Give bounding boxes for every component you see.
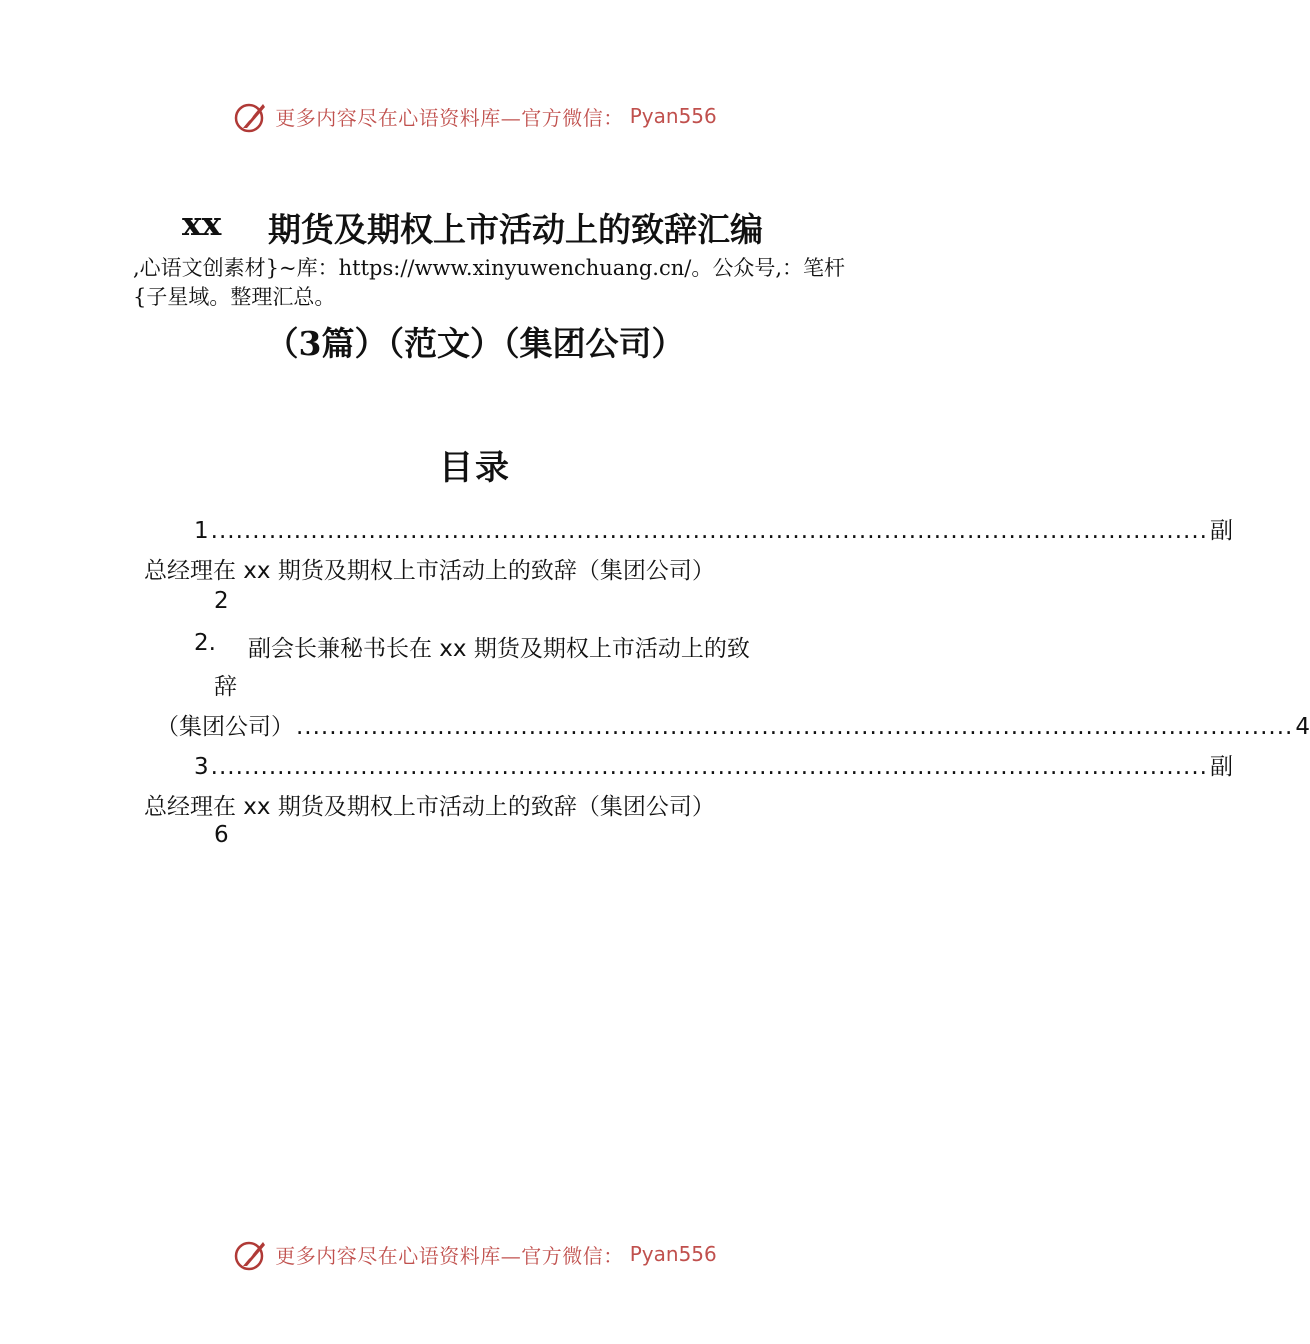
footer-banner: [0, 1234, 950, 1274]
toc-leader-dots: ........................................................................................................................: [296, 714, 1294, 740]
toc-heading: 目录: [439, 448, 511, 488]
quill-logo-icon: [233, 98, 269, 134]
toc-entry-2-page: 4: [1295, 714, 1310, 740]
header-banner: [0, 96, 950, 136]
document-subtitle: （3篇）（范文）（集团公司）: [265, 324, 685, 363]
toc-entry-1-number: 1: [194, 518, 209, 544]
toc-entry-2-text: （集团公司）: [156, 714, 294, 740]
toc-entry-2-line3[interactable]: [156, 708, 1310, 741]
toc-entry-1-line1[interactable]: [194, 512, 1233, 545]
toc-entry-2-line2[interactable]: 辞: [214, 674, 237, 700]
toc-entry-2-line1[interactable]: 副会长兼秘书长在 xx 期货及期权上市活动上的致: [248, 636, 750, 662]
toc-entry-3-line2[interactable]: 总经理在 xx 期货及期权上市活动上的致辞（集团公司）: [144, 794, 715, 820]
toc-entry-1-text-end: 副: [1209, 518, 1233, 544]
toc-leader-dots: ........................................................................................................................: [210, 518, 1208, 544]
banner-text: 更多内容尽在心语资料库—官方微信：: [275, 1243, 624, 1268]
quill-logo-icon: [233, 1236, 269, 1272]
banner-wechat-id: Pyan556: [629, 104, 717, 128]
title-prefix: xx: [182, 204, 222, 243]
toc-entry-3-number: 3: [194, 754, 209, 780]
banner-wechat-id: Pyan556: [629, 1242, 717, 1266]
title-main: 期货及期权上市活动上的致辞汇编: [268, 210, 763, 249]
banner-text: 更多内容尽在心语资料库—官方微信：: [275, 105, 624, 130]
watermark-text: ,心语文创素材}~库：https://www.xinyuwenchuang.cn/。公众号,：笔杆{子星域。整理汇总。: [133, 256, 845, 309]
toc-entry-1-line2[interactable]: 总经理在 xx 期货及期权上市活动上的致辞（集团公司）: [144, 558, 715, 584]
toc-entry-3-line1[interactable]: [194, 748, 1233, 781]
toc-leader-dots: ........................................................................................................................: [210, 754, 1208, 780]
toc-entry-3-page: 6: [214, 822, 229, 848]
toc-entry-1-page: 2: [214, 588, 229, 614]
toc-entry-2-number: 2.: [194, 630, 216, 656]
toc-entry-3-text-end: 副: [1209, 754, 1233, 780]
